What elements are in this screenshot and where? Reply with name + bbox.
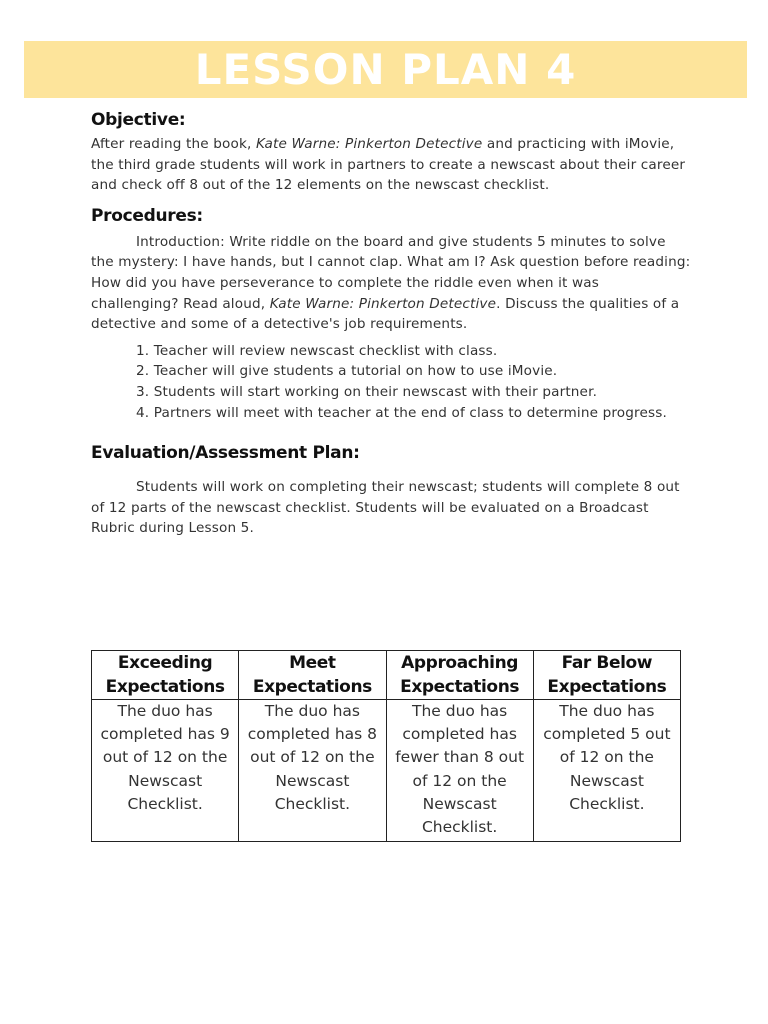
objective-book-title: Kate Warne: Pinkerton Detective xyxy=(255,136,483,152)
lesson-content xyxy=(91,110,691,539)
procedure-step: 1. Teacher will review newscast checklist with class. xyxy=(136,342,498,359)
procedure-step: 2. Teacher will give students a tutorial on how to use iMovie. xyxy=(136,363,558,380)
rubric-table xyxy=(91,650,681,842)
procedures-intro-before: Introduction: Write riddle on the board and give students 5 minutes to solve the mystery: I have hands, but I cannot clap. What am I? Ask question before reading: How did you have perseverance to complete the riddle even when it was challenging? Read aloud, xyxy=(91,233,691,312)
rubric-header-far-below: Far Below Expectations xyxy=(533,651,680,700)
procedures-heading: Procedures: xyxy=(91,205,203,226)
rubric-cell-approaching: The duo has completed has fewer than 8 out of 12 on the Newscast Checklist. xyxy=(386,700,533,842)
rubric-header-row xyxy=(92,651,681,700)
procedure-step: 4. Partners will meet with teacher at the end of class to determine progress. xyxy=(136,404,667,421)
objective-heading: Objective: xyxy=(91,110,186,130)
page-title: LESSON PLAN 4 xyxy=(194,44,577,94)
procedures-book-title: Kate Warne: Pinkerton Detective xyxy=(269,295,497,312)
rubric-body-row xyxy=(92,700,681,842)
procedures-intro-after: . Discuss the qualities of a detective and some of a detective's job requirements. xyxy=(91,295,680,333)
title-banner xyxy=(24,41,747,98)
evaluation-heading: Evaluation/Assessment Plan: xyxy=(91,443,360,464)
evaluation-text: Students will work on completing their newscast; students will complete 8 out of 12 parts of the newscast checklist. Students will be evaluated on a Broadcast Rubric during Lesson 5. xyxy=(91,479,680,537)
rubric-header-meet: Meet Expectations xyxy=(239,651,386,700)
rubric-header-approaching: Approaching Expectations xyxy=(386,651,533,700)
objective-text-after: and practicing with iMovie, the third grade students will work in partners to create a newscast about their career and check off 8 out of the 12 elements on the newscast checklist. xyxy=(91,136,686,194)
rubric-cell-meet: The duo has completed has 8 out of 12 on the Newscast Checklist. xyxy=(239,700,386,842)
rubric-cell-exceeding: The duo has completed has 9 out of 12 on the Newscast Checklist. xyxy=(92,700,239,842)
procedure-step: 3. Students will start working on their newscast with their partner. xyxy=(136,383,598,400)
rubric-header-exceeding: Exceeding Expectations xyxy=(92,651,239,700)
objective-text xyxy=(91,134,691,196)
procedures-intro xyxy=(91,232,691,335)
objective-text-before: After reading the book, xyxy=(91,136,256,152)
procedure-steps xyxy=(91,341,691,423)
rubric-cell-far-below: The duo has completed 5 out of 12 on the Newscast Checklist. xyxy=(533,700,680,842)
